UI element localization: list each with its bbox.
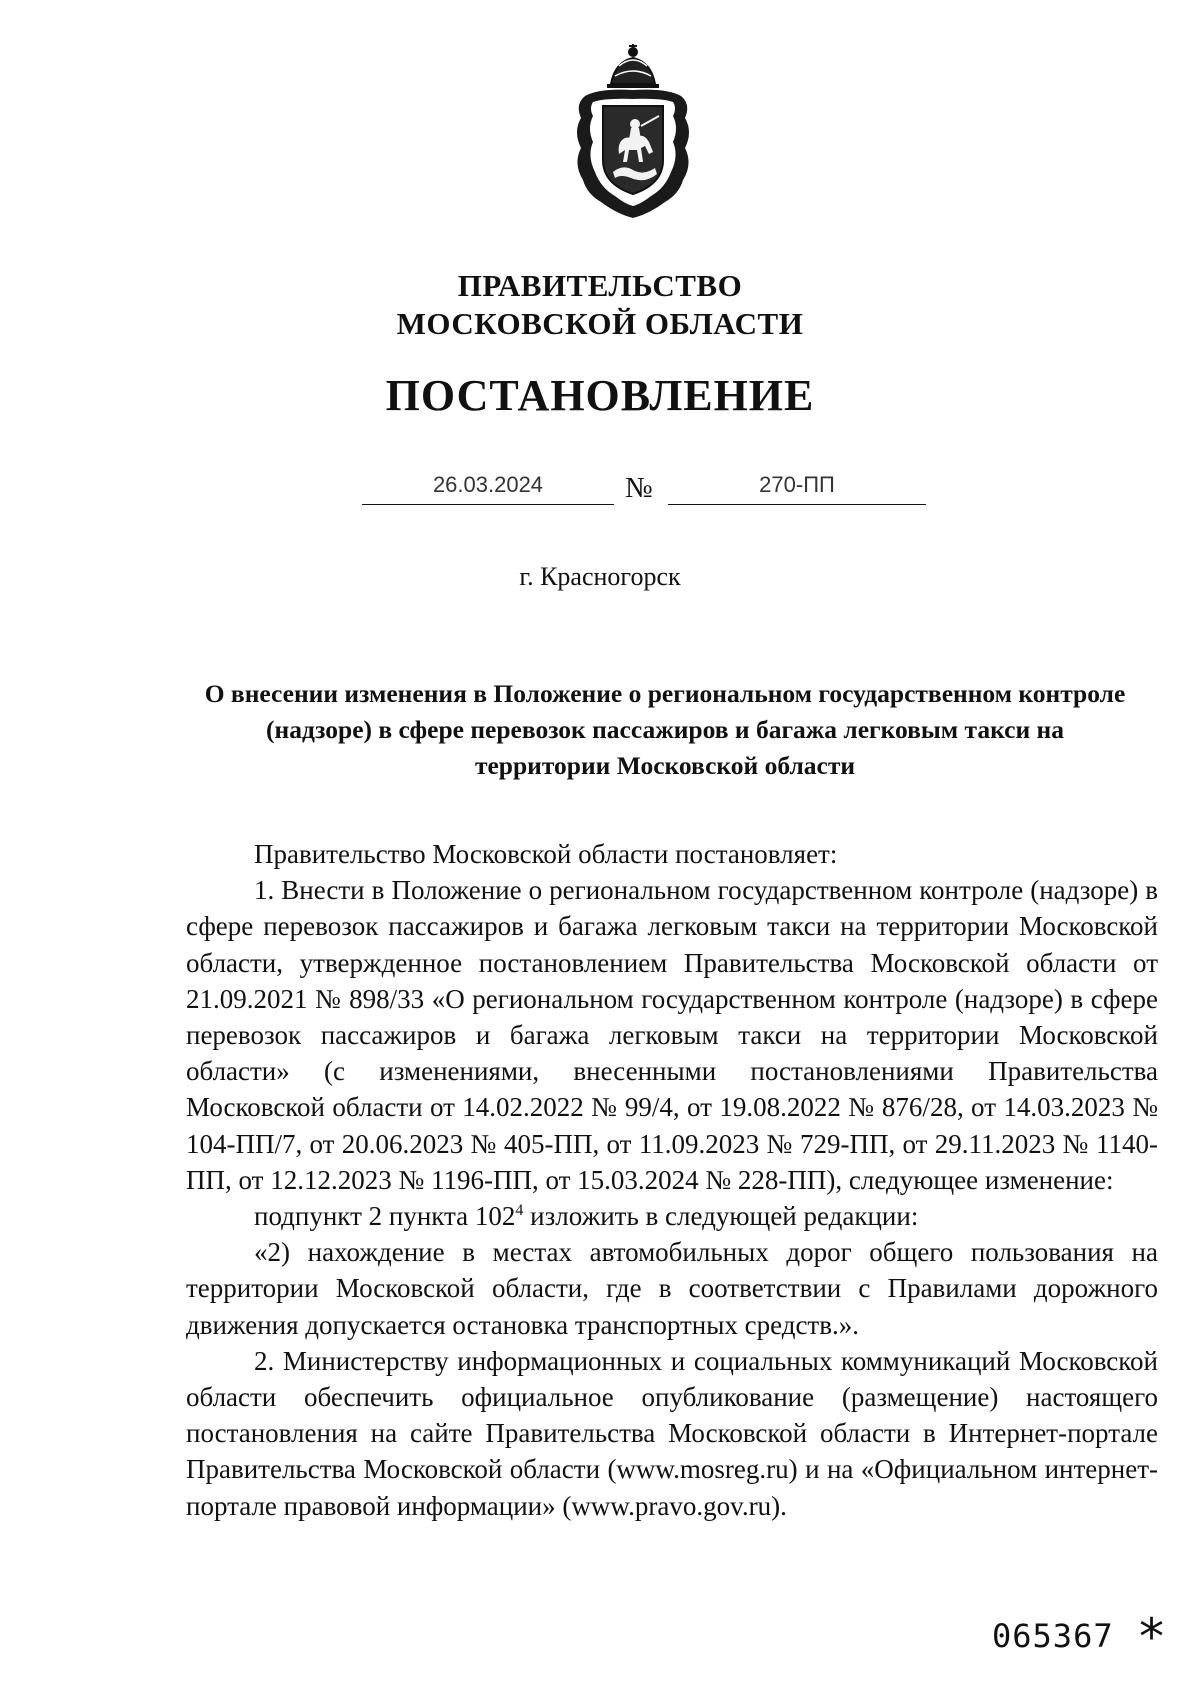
subclause-suffix: изложить в следующей редакции: [523,1201,919,1232]
decree-number: 270-ПП [668,470,926,505]
clause-2-paragraph: 2. Министерству информационных и социальных коммуникаций Московской области обеспечить официальное опубликование (размещение) настоящего постановления на сайте Правительства Московской области в Интернет-портале Правительства Московской области (www.mosreg.ru) и на «Официальном интернет-портале правовой информации» (www.pravo.gov.ru). [186,1345,1158,1521]
intro-paragraph: Правительство Московской области постановляет: [254,839,838,869]
quoted-amendment-paragraph: «2) нахождение в местах автомобильных дорог общего пользования на территории Московской области, где в соответствии с Правилами дорожного движения допускается остановка транспортных средств.». [186,1237,1158,1340]
issue-city: г. Красногорск [519,562,681,591]
subclause-paragraph [186,1198,1158,1234]
decree-subject: О внесении изменения в Положение о региональном государственном контроле (надзоре) в сфере перевозок пассажиров и багажа легковым такси на территории Московской области [204,679,1126,780]
government-name-line2: МОСКОВСКОЙ ОБЛАСТИ [396,306,804,341]
coat-of-arms-icon [571,44,695,220]
document-type-title: ПОСТАНОВЛЕНИЕ [385,371,815,420]
subclause-prefix: подпункт 2 пункта 102 [254,1201,516,1232]
clause-1-paragraph: 1. Внести в Положение о региональном государственном контроле (надзоре) в сфере перевозок пассажиров и багажа легковым такси на территории Московской области, утвержденное постановлением Правительства Московской области от 21.09.2021 № 898/33 «О региональном государственном контроле (надзоре) в сфере перевозок пассажиров и багажа легковым такси на территории Московской области» (с изменениями, внесенными постановлениями Правительства Московской области от 14.02.2022 № 99/4, от 19.08.2022 № 876/28, от 14.03.2023 № 104-ПП/7, от 20.06.2023 № 405-ПП, от 11.09.2023 № 729-ПП, от 29.11.2023 № 1140-ПП, от 12.12.2023 № 1196-ПП, от 15.03.2024 № 228-ПП), следующее изменение: [186,875,1158,1195]
registration-row [0,470,1200,510]
number-sign: № [625,472,653,504]
decree-body [186,836,1158,1524]
form-serial-number: 065367 [992,1617,1114,1655]
subclause-superscript: 4 [515,1202,524,1220]
decree-date: 26.03.2024 [362,470,614,505]
asterisk-mark: * [1139,1608,1164,1666]
government-name-line1: ПРАВИТЕЛЬСТВО [457,268,743,303]
